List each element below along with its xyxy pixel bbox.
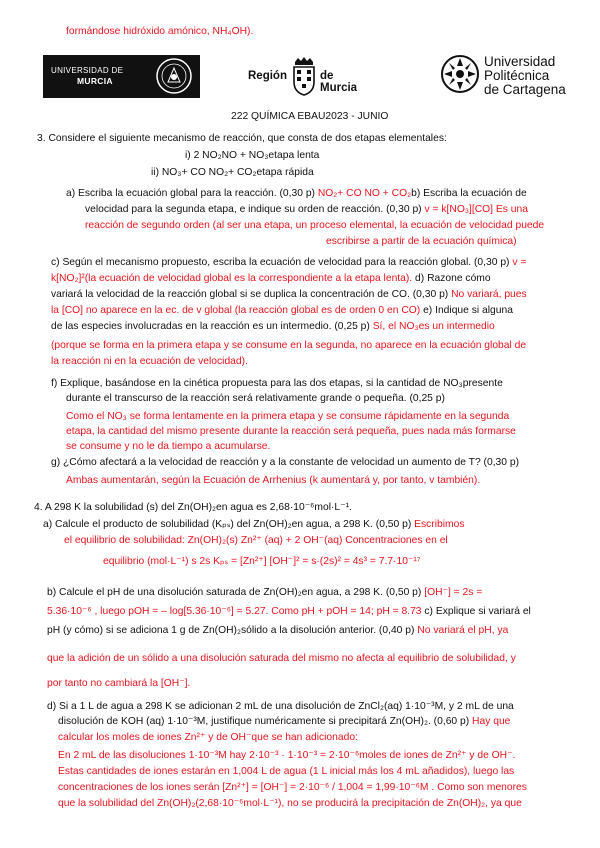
upct-emblem-icon [440,54,480,94]
q3f-question: f) Explique, basándose en la cinética propuesta para las dos etapas, si la cantidad de NO₃presente [51,378,503,389]
q4b-question: b) Calcule el pH de una disolución saturada de Zn(OH)₂en agua, a 298 K. (0,50 p) [47,587,422,598]
rm-logo-de-murcia: de Murcia [320,70,358,94]
q3b-answer-line2: reacción de segundo orden (al ser una etapa, un proceso elemental, la ecuación de velocidad puede [85,220,545,231]
q4d-question-line2: disolución de KOH (aq) 1·10⁻³M, justifique numéricamente si precipitará Zn(OH)₂. (0,60 p) [58,716,470,727]
q3b-answer: v = k[NO₃][CO] Es una [424,204,528,215]
q3d-answer: la [CO] no aparece en la ec. de v global (la reacción global es de orden 0 en CO) [51,305,421,316]
q3-step-ii: ii) NO₃+ CO NO₂+ CO₂etapa rápida [151,167,314,178]
region-murcia-crest-icon [289,56,319,96]
q4c-answer-end: por tanto no cambiará la [OH⁻]. [47,678,191,689]
um-logo-line2: MURCIA [77,76,113,86]
q4d-question: d) Si a 1 L de agua a 298 K se adicionan 2 mL de una disolución de ZnCl₂(aq) 1·10⁻³M, y 2 mL de una [47,701,514,712]
q3d-question: variará la velocidad de la reacción global si se duplica la concentración de CO. (0,30 p) [51,289,449,300]
q3f-answer-line2: etapa, la cantidad del mismo presente durante la reacción será pequeña, pues nada más formarse [66,426,516,437]
q4d-answer-line5: que la solubilidad del Zn(OH)₂(2,68·10⁻⁶mol·L⁻¹), no se producirá la precipitación de Zn(OH)₂, ya que [58,798,522,809]
q3e-answer-line2: (porque se forma en la primera etapa y se consume en la segunda, no aparece en la ecuación global de [51,340,527,351]
q4-intro: 4. A 298 K la solubilidad (s) del Zn(OH)₂en agua es 2,68·10⁻⁶mol·L⁻¹. [34,502,352,513]
q3e-question-start: e) Indique si alguna [423,305,513,316]
q3b-question: velocidad para la segunda etapa, e indique su orden de reacción. (0,30 p) [85,204,422,215]
q3f-answer-line3: se consume y no le da tiempo a acumularse. [66,441,271,452]
q3-intro: 3. Considere el siguiente mecanismo de reacción, que consta de dos etapas elementales: [37,133,447,144]
q4a-answer-line2: el equilibrio de solubilidad: Zn(OH)₂(s) Zn²⁺ (aq) + 2 OH⁻(aq) Concentraciones en el [64,535,448,546]
rm-logo-region: Región [248,70,287,82]
q4c-answer: que la adición de un sólido a una disolución saturada del mismo no afecta al [47,653,396,664]
q4d-answer-line2: En 2 mL de las disoluciones 1·10⁻³M hay 2·10⁻³ · 1·10⁻³ = 2·10⁻⁶moles de iones de Zn²⁺ y de OH⁻. [58,750,516,761]
q3c-answer-start: v = [512,257,527,268]
q3g-question: g) ¿Cómo afectará a la velocidad de reacción y a la constante de velocidad un aumento de T? (0,30 p) [51,457,520,468]
q3f-answer-line1: Como el NO₃ se forma lentamente en la primera etapa y se consume rápidamente en la segunda [66,411,510,422]
upct-logo-line3: de Cartagena [484,82,566,97]
q4b-answer: 5.36·10⁻⁶ , luego pOH = – log[5.36·10⁻⁶] = 5.27. Como pH + pOH = 14; pH = 8.73 [47,606,422,617]
q3e-answer: Sí, el NO₃es un intermedio [372,321,495,332]
q4c-question-start: c) Explique si variará el [424,606,531,617]
upct-logo-line2: Politécnica [484,68,550,83]
q3d-question-start: d) Razone cómo [415,273,491,284]
q3a-answer: NO₂+ CO NO + CO₂ [317,188,412,199]
um-logo-line1: UNIVERSIDAD DE [51,66,124,75]
q3c-answer: k[NO₂]²(la ecuación de velocidad global es la correspondiente a la etapa lenta). [51,273,413,284]
q4d-answer-start: Hay que [472,716,511,727]
q4d-answer-line1: calcular los moles de iones Zn²⁺ y de OH⁻que se han adicionado: [58,732,358,743]
q4b-answer-start: [OH⁻] = 2s = [424,587,483,598]
q3b-question-start: b) Escriba la ecuación de [411,188,527,199]
q4d-answer-line4: concentraciones de los iones serán [Zn²⁺] = [OH⁻] = 2·10⁻⁶ / 1,004 = 1,99·10⁻⁶M . Como son menores [58,782,527,793]
q4c-answer-start: No variará el pH, ya [417,625,509,636]
universidad-murcia-logo [43,55,200,98]
upct-logo-line1: Universidad [484,54,556,69]
upct-logo [440,50,580,100]
q4a-question: a) Calcule el producto de solubilidad (Kₚₛ) del Zn(OH)₂en agua, a 298 K. (0,50 p) [43,519,412,530]
q3e-answer-line3: la reacción ni en la ecuación de velocidad). [51,356,248,367]
q4a-answer-start: Escribimos [414,519,465,530]
q4d-answer-line3: Estas cantidades de iones estarán en 1,004 L de agua (1 L inicial más los 4 mL añadidos), luego las [58,766,515,777]
q3g-answer: Ambas aumentarán, según la Ecuación de Arrhenius (k aumentará y, por tanto, v también). [66,475,481,486]
q3c-question: c) Según el mecanismo propuesto, escriba la ecuación de velocidad para la reacción global. (0,30 p) [51,257,510,268]
q3b-answer-line3: escribirse a partir de la ecuación química) [326,236,517,247]
exam-title: 222 QUÍMICA EBAU2023 - JUNIO [231,111,389,122]
q4a-answer-line3: equilibrio (mol·L⁻¹) s 2s Kₚₛ = [Zn²⁺] [OH⁻]² = s·(2s)² = 4s³ = 7.7·10⁻¹⁷ [103,556,421,567]
q3e-question: de las especies involucradas en la reacción es un intermedio. (0,25 p) [51,321,370,332]
q3f-question-line2: durante el transcurso de la reacción será relativamente grande o pequeña. (0,25 p) [66,393,445,404]
q3-step-i: i) 2 NO₂NO + NO₃etapa lenta [185,150,320,161]
q4c-question: pH (y cómo) si se adiciona 1 g de Zn(OH)₂sólido a la disolución anterior. (0,40 p) [47,625,415,636]
q3d-answer-start: No variará, pues [451,289,527,300]
region-murcia-logo [248,56,370,102]
q3a-question: a) Escriba la ecuación global para la reacción. (0,30 p) [66,188,315,199]
previous-text-line: formándose hidróxido amónico, NH₄OH). [66,26,254,37]
um-seal-icon [155,57,193,95]
q4c-answer-cont: equilibrio de solubilidad, y [397,653,516,664]
